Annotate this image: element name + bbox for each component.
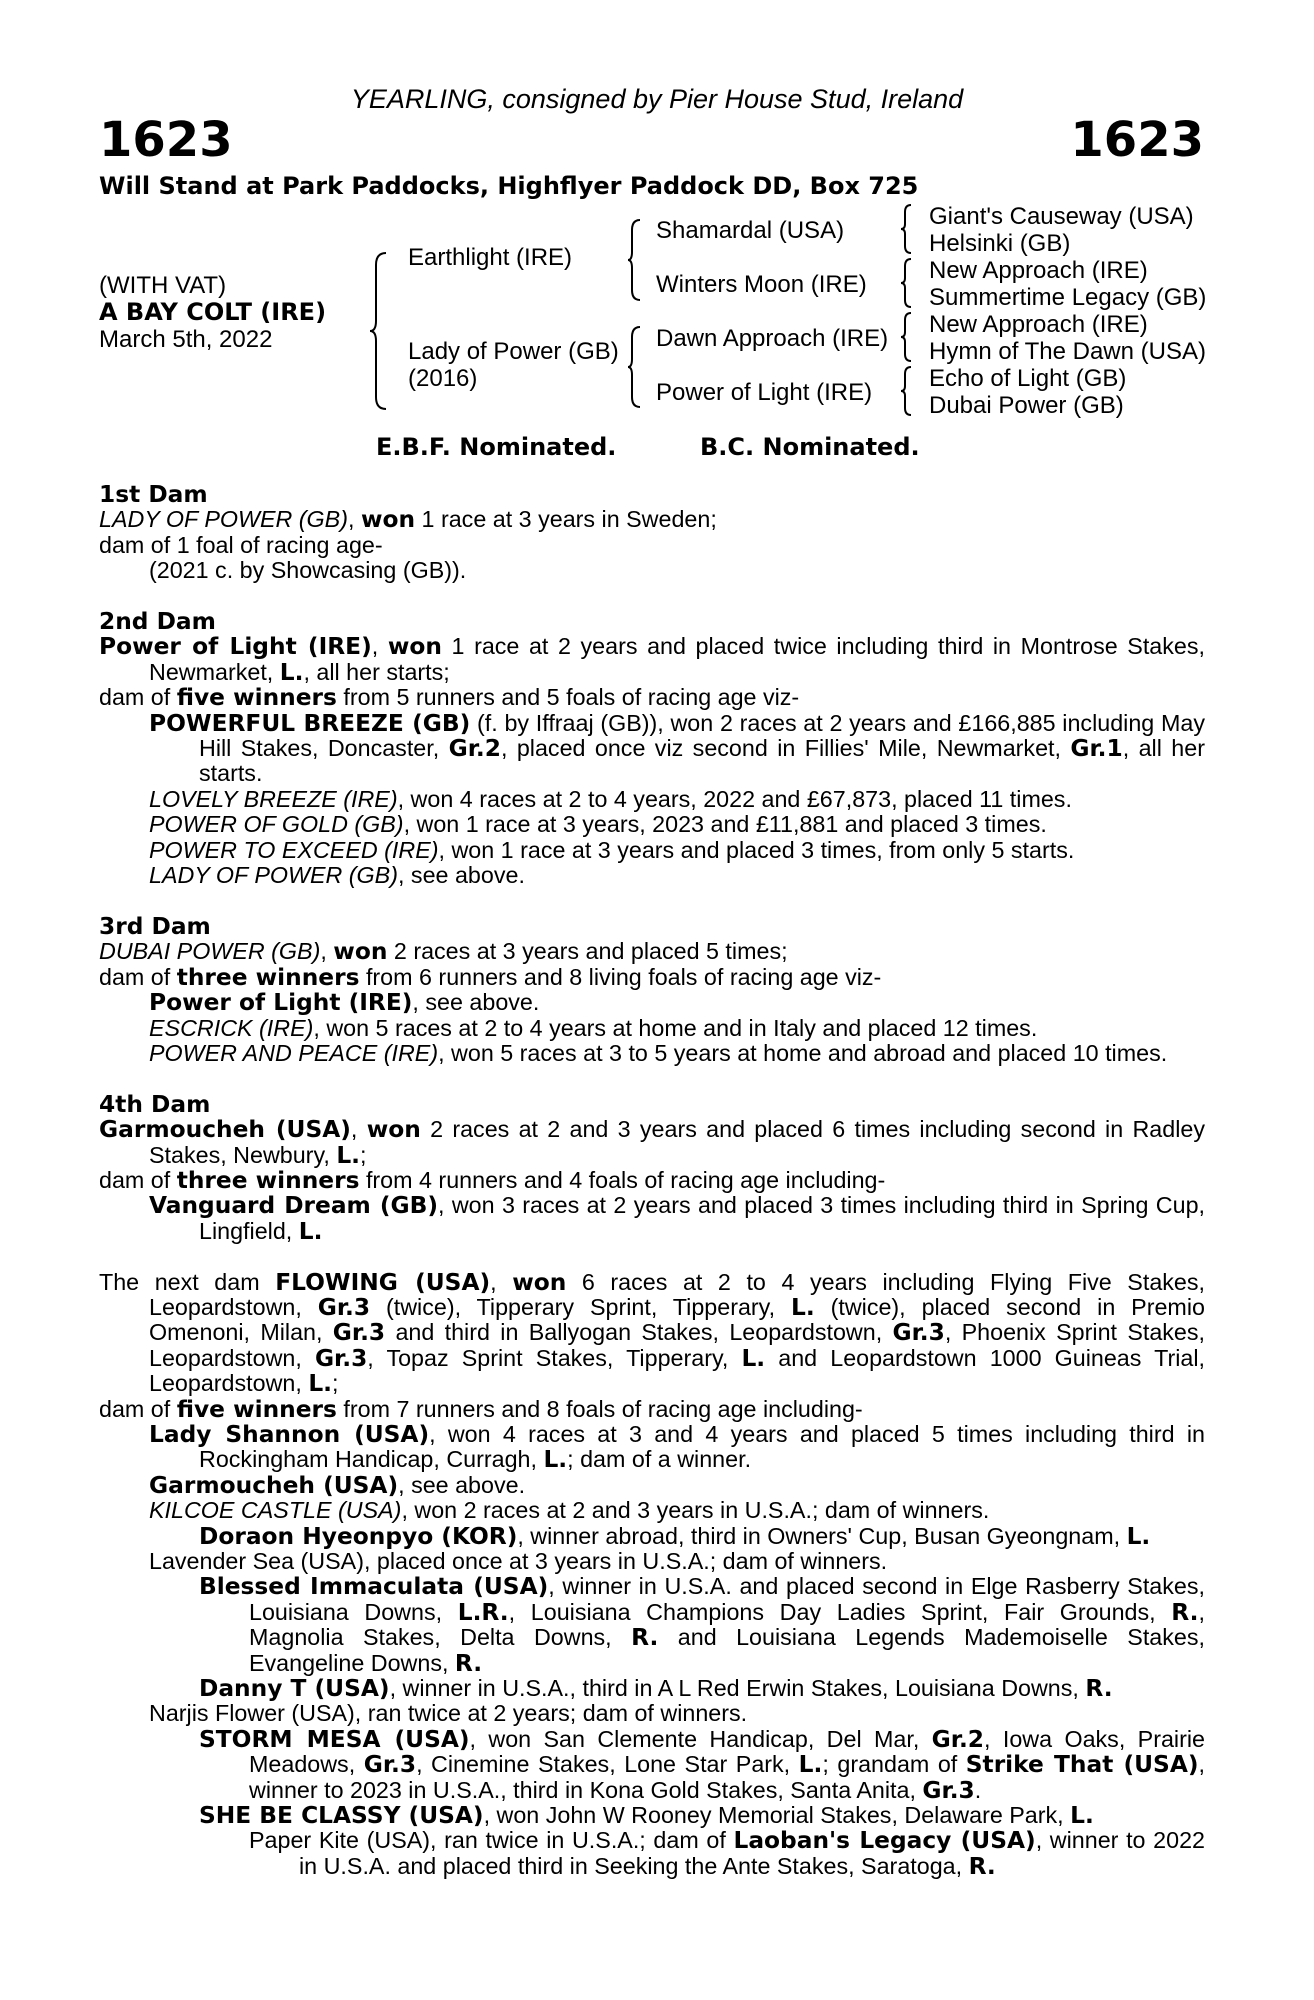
italic-run: LOVELY BREEZE (IRE): [149, 785, 398, 812]
text-run: ,: [347, 506, 361, 533]
bold-run: Power of Light (IRE): [149, 989, 413, 1017]
ebf-nominated: E.B.F. Nominated.: [376, 433, 617, 461]
text-run: , Topaz Sprint Stakes, Tipperary,: [367, 1344, 742, 1371]
bold-run: three winners: [176, 1166, 360, 1194]
lot-number-left: 1623: [99, 112, 233, 168]
text-run: , Cinemine Stakes, Lone Star Park,: [416, 1751, 799, 1778]
text-run: , won 3 races at 2 years and placed 3 times including third in Spring Cup, Lingfield,: [199, 1192, 1205, 1244]
bold-run: Gr.3: [892, 1319, 945, 1347]
vat-note: (WITH VAT): [99, 272, 227, 299]
text-run: , see above.: [398, 1471, 526, 1498]
text-run: , see above.: [397, 862, 525, 889]
bold-run: R.: [631, 1624, 659, 1652]
text-run: , placed once viz second in Fillies' Mile, Newmarket,: [500, 735, 1071, 762]
text-run: , winner to 2022 in U.S.A. and placed third in Seeking the Ante Stakes, Saratoga,: [299, 1827, 1205, 1879]
italic-run: LADY OF POWER (GB): [99, 506, 348, 533]
text-run: from 5 runners and 5 foals of racing age viz-: [336, 684, 800, 711]
text-run: Lavender Sea (USA), placed once at 3 years in U.S.A.; dam of winners.: [149, 1548, 888, 1574]
entry-paragraph: [99, 939, 1205, 964]
entry-paragraph: [99, 558, 1205, 583]
text-run: , won 5 races at 2 to 4 years at home and in Italy and placed 12 times.: [313, 1014, 1038, 1041]
text-run: , won John W Rooney Memorial Stakes, Delaware Park,: [483, 1802, 1071, 1829]
ss-dam: Helsinki (GB): [929, 230, 1071, 257]
bold-run: FLOWING (USA): [275, 1268, 491, 1296]
bold-run: POWERFUL BREEZE (GB): [149, 709, 471, 737]
bold-run: won: [512, 1268, 567, 1296]
sire-dam: Winters Moon (IRE): [656, 271, 867, 298]
bold-run: won: [366, 1116, 421, 1144]
text-run: ;: [332, 1370, 339, 1397]
text-run: , Phoenix Sprint Stakes, Leopardstown,: [149, 1319, 1206, 1371]
entry-paragraph: [99, 1727, 1205, 1803]
text-run: ,: [371, 633, 388, 660]
lot-number-right: 1623: [1070, 112, 1204, 168]
ds-dam: Hymn of The Dawn (USA): [929, 338, 1206, 365]
text-run: , all her starts.: [199, 735, 1205, 787]
text-run: , winner in U.S.A. and placed second in Elge Rasberry Stakes, Louisiana Downs,: [249, 1573, 1205, 1625]
entry-paragraph: [99, 1524, 1205, 1549]
bold-run: Doraon Hyeonpyo (KOR): [199, 1522, 518, 1550]
bold-run: Gr.1: [1070, 735, 1123, 763]
dd-sire: Echo of Light (GB): [929, 365, 1127, 392]
text-run: dam of: [99, 1395, 177, 1422]
entry-paragraph: [99, 1549, 1205, 1574]
entry-paragraph: [99, 533, 1205, 558]
entry-paragraph: [99, 1473, 1205, 1498]
dam-dam: Power of Light (IRE): [656, 379, 873, 406]
dam-year: (2016): [408, 365, 478, 392]
bold-run: three winners: [176, 963, 360, 991]
text-run: The next dam: [99, 1268, 276, 1295]
dam-section: [99, 1092, 1205, 1244]
sire-bracket: [628, 220, 644, 300]
entry-paragraph: [99, 1676, 1205, 1701]
text-run: , won 1 race at 3 years, 2023 and £11,881 and placed 3 times.: [403, 811, 1047, 838]
text-run: from 7 runners and 8 foals of racing age including-: [336, 1395, 863, 1422]
ds-bracket: [901, 313, 915, 361]
entry-paragraph: [99, 1041, 1205, 1066]
text-run: ,: [490, 1268, 513, 1295]
text-run: and Louisiana Legends Mademoiselle Stakes, Evangeline Downs,: [249, 1624, 1205, 1676]
entry-paragraph: [99, 1193, 1205, 1244]
entry-paragraph: [99, 812, 1205, 837]
bold-run: Lady Shannon (USA): [149, 1420, 430, 1448]
sd-sire: New Approach (IRE): [929, 257, 1148, 284]
text-run: and third in Ballyogan Stakes, Leopardstown,: [385, 1319, 893, 1346]
dam-sire: Dawn Approach (IRE): [656, 325, 889, 352]
entry-paragraph: [99, 1117, 1205, 1168]
entry-paragraph: [99, 863, 1205, 888]
text-run: , winner in U.S.A., third in A L Red Erwin Stakes, Louisiana Downs,: [389, 1675, 1086, 1702]
bold-run: Laoban's Legacy (USA): [733, 1827, 1036, 1855]
dd-dam: Dubai Power (GB): [929, 392, 1124, 419]
text-run: .: [974, 1776, 982, 1803]
bold-run: L.: [298, 1217, 323, 1245]
text-run: , won 5 races at 3 to 5 years at home and abroad and placed 10 times.: [438, 1039, 1168, 1066]
entry-paragraph: [99, 1397, 1205, 1422]
section-heading: 4th Dam: [99, 1090, 211, 1118]
bold-run: L.: [279, 658, 304, 686]
sire-dam-bracket: [370, 253, 390, 409]
bold-run: Gr.3: [314, 1344, 368, 1372]
text-run: , Iowa Oaks, Prairie Meadows,: [249, 1725, 1205, 1778]
bold-run: five winners: [176, 684, 337, 712]
bold-run: Gr.3: [363, 1751, 417, 1779]
entry-paragraph: [99, 1803, 1205, 1828]
sire-sire: Shamardal (USA): [656, 217, 845, 244]
bold-run: Garmoucheh (USA): [99, 1116, 351, 1144]
entry-paragraph: [99, 1828, 1205, 1879]
text-run: (twice), Tipperary Sprint, Tipperary,: [370, 1293, 791, 1320]
bold-run: L.: [1070, 1802, 1094, 1830]
entry-paragraph: [99, 1574, 1205, 1676]
bold-run: L.: [741, 1344, 766, 1372]
dam-section: [99, 1270, 1205, 1880]
italic-run: LADY OF POWER (GB): [149, 862, 398, 889]
entry-paragraph: [99, 507, 1205, 532]
text-run: from 4 runners and 4 foals of racing age including-: [359, 1166, 886, 1193]
ss-bracket: [901, 205, 915, 253]
text-run: and Leopardstown 1000 Guineas Trial, Leopardstown,: [149, 1344, 1205, 1397]
entry-paragraph: [99, 1270, 1205, 1397]
bold-run: Blessed Immaculata (USA): [199, 1573, 549, 1601]
bold-run: Garmoucheh (USA): [149, 1471, 399, 1499]
text-run: ; grandam of: [822, 1751, 966, 1778]
bold-run: SHE BE CLASSY (USA): [199, 1802, 484, 1830]
text-run: ,: [350, 1116, 367, 1143]
text-run: , Magnolia Stakes, Delta Downs,: [249, 1598, 1205, 1651]
catalogue-subtitle: YEARLING, consigned by Pier House Stud, Ireland: [350, 84, 964, 114]
bold-run: Power of Light (IRE): [99, 633, 372, 661]
bold-run: L.: [798, 1751, 823, 1779]
bold-run: STORM MESA (USA): [199, 1725, 470, 1753]
bold-run: L.: [790, 1293, 815, 1321]
text-run: , winner to 2023 in U.S.A., third in Kona Gold Stakes, Santa Anita,: [249, 1751, 1205, 1803]
text-run: (2021 c. by Showcasing (GB)).: [149, 557, 467, 584]
stand-location: Will Stand at Park Paddocks, Highflyer Paddock DD, Box 725: [99, 172, 919, 200]
bold-run: Gr.3: [317, 1293, 371, 1321]
italic-run: KILCOE CASTLE (USA): [149, 1497, 402, 1524]
text-run: , won 1 race at 3 years and placed 3 times, from only 5 starts.: [438, 836, 1075, 863]
text-run: dam of: [99, 963, 177, 990]
dam: Lady of Power (GB): [408, 338, 619, 365]
section-heading: 3rd Dam: [99, 912, 211, 940]
bold-run: R.: [968, 1852, 996, 1880]
dd-bracket: [901, 367, 915, 415]
entry-paragraph: [99, 1422, 1205, 1473]
text-run: Narjis Flower (USA), ran twice at 2 years; dam of winners.: [149, 1700, 748, 1727]
sd-bracket: [901, 259, 915, 307]
section-heading: 1st Dam: [99, 481, 208, 508]
bold-run: won: [387, 633, 442, 661]
text-run: ; dam of a winner.: [567, 1446, 752, 1473]
ds-sire: New Approach (IRE): [929, 311, 1148, 338]
bold-run: five winners: [176, 1395, 337, 1423]
sire: Earthlight (IRE): [408, 244, 573, 271]
text-run: (twice), placed second in Premio Omenoni, Milan,: [149, 1293, 1205, 1346]
italic-run: POWER TO EXCEED (IRE): [149, 836, 439, 863]
text-run: ;: [360, 1141, 367, 1168]
bold-run: L.: [543, 1446, 568, 1474]
entry-paragraph: [99, 990, 1205, 1015]
bold-run: Gr.2: [931, 1725, 985, 1753]
italic-run: ESCRICK (IRE): [149, 1014, 314, 1041]
italic-run: POWER AND PEACE (IRE): [149, 1039, 439, 1066]
text-run: dam of: [99, 684, 177, 711]
text-run: , won 4 races at 2 to 4 years, 2022 and £67,873, placed 11 times.: [397, 785, 1072, 812]
bold-run: Vanguard Dream (GB): [149, 1192, 439, 1220]
text-run: , winner abroad, third in Owners' Cup, Busan Gyeongnam,: [517, 1522, 1127, 1549]
text-run: from 6 runners and 8 living foals of racing age viz-: [359, 963, 882, 990]
bold-run: Gr.3: [332, 1319, 386, 1347]
text-run: Paper Kite (USA), ran twice in U.S.A.; dam of: [249, 1827, 734, 1854]
bold-run: won: [360, 506, 416, 534]
text-run: dam of 1 foal of racing age-: [99, 531, 383, 558]
text-run: , won 2 races at 2 and 3 years in U.S.A.; dam of winners.: [401, 1497, 990, 1524]
text-run: 2 races at 3 years and placed 5 times;: [387, 938, 788, 965]
entry-paragraph: [99, 711, 1205, 787]
dam-section: [99, 914, 1205, 1066]
entry-paragraph: [99, 634, 1205, 685]
entry-paragraph: [99, 1016, 1205, 1041]
bold-run: L.R.: [457, 1598, 509, 1626]
text-run: (f. by Iffraaj (GB)), won 2 races at 2 years and £166,885 including May Hill Stakes, Doncaster,: [199, 709, 1205, 762]
entry-paragraph: [99, 787, 1205, 812]
ss-sire: Giant's Causeway (USA): [929, 203, 1194, 230]
bold-run: R.: [1085, 1675, 1113, 1703]
text-run: 1 race at 2 years and placed twice including third in Montrose Stakes, Newmarket,: [149, 633, 1205, 685]
bold-run: L.: [336, 1141, 361, 1169]
dam-section: [99, 609, 1205, 888]
bold-run: Gr.3: [922, 1776, 975, 1804]
text-run: , won 4 races at 3 and 4 years and placed 5 times including third in Rockingham Handicap, Curragh,: [199, 1420, 1205, 1473]
text-run: , Louisiana Champions Day Ladies Sprint, Fair Grounds,: [508, 1598, 1172, 1625]
bold-run: Strike That (USA): [965, 1751, 1199, 1779]
text-run: 2 races at 2 and 3 years and placed 6 times including second in Radley Stakes, Newbury,: [149, 1116, 1205, 1168]
bold-run: L.: [308, 1370, 333, 1398]
dam-section: [99, 482, 1205, 584]
text-run: dam of: [99, 1166, 177, 1193]
bc-nominated: B.C. Nominated.: [700, 433, 920, 461]
entry-paragraph: [99, 1701, 1205, 1726]
bold-run: R.: [454, 1649, 483, 1677]
bold-run: Danny T (USA): [199, 1675, 390, 1703]
italic-run: POWER OF GOLD (GB): [149, 811, 404, 838]
italic-run: DUBAI POWER (GB): [99, 938, 321, 965]
bold-run: L.: [1126, 1522, 1151, 1550]
section-heading: 2nd Dam: [99, 608, 216, 636]
entry-paragraph: [99, 685, 1205, 710]
text-run: 1 race at 3 years in Sweden;: [415, 506, 717, 533]
bold-run: Gr.2: [448, 735, 501, 763]
entry-paragraph: [99, 965, 1205, 990]
sd-dam: Summertime Legacy (GB): [929, 284, 1207, 311]
entry-paragraph: [99, 838, 1205, 863]
text-run: ,: [320, 938, 334, 965]
entry-paragraph: [99, 1168, 1205, 1193]
text-run: , won San Clemente Handicap, Del Mar,: [469, 1725, 932, 1752]
bold-run: won: [333, 938, 388, 966]
text-run: , all her starts;: [303, 658, 450, 685]
text-run: , see above.: [412, 989, 540, 1016]
dam-bracket: [628, 327, 644, 407]
entry-paragraph: [99, 1498, 1205, 1523]
text-run: 6 races at 2 to 4 years including Flying Five Stakes, Leopardstown,: [149, 1268, 1205, 1320]
foaling-date: March 5th, 2022: [99, 326, 273, 353]
horse-name: A BAY COLT (IRE): [99, 298, 327, 326]
catalogue-body: [99, 482, 1205, 1879]
bold-run: R.: [1171, 1598, 1199, 1626]
